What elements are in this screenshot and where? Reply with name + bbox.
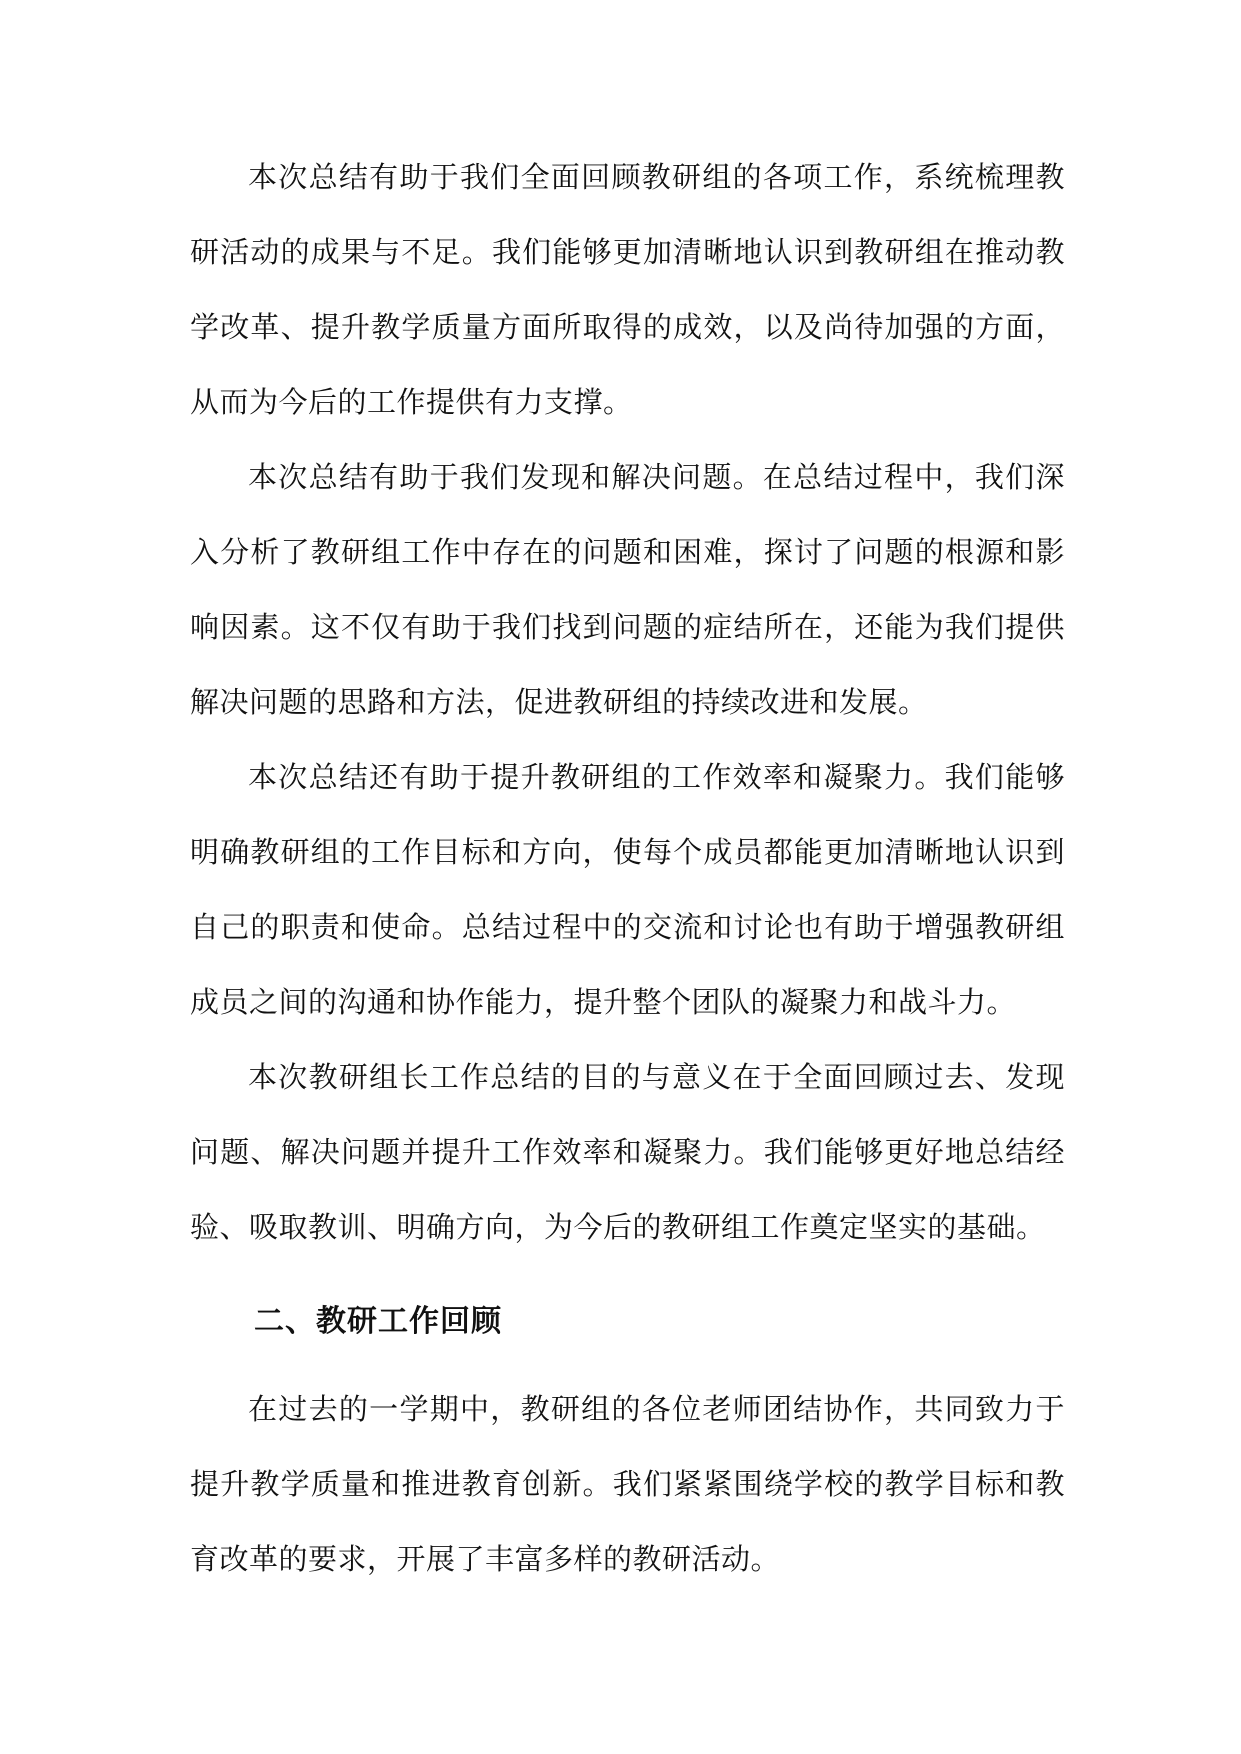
paragraph: 本次总结有助于我们全面回顾教研组的各项工作，系统梳理教研活动的成果与不足。我们能够更加清晰地认识到教研组在推动教学改革、提升教学质量方面所取得的成效，以及尚待加强的方面，从而为今后的工作提供有力支撑。 [190,160,1065,419]
document-body [190,140,1065,1597]
paragraph: 本次总结有助于我们发现和解决问题。在总结过程中，我们深入分析了教研组工作中存在的问题和困难，探讨了问题的根源和影响因素。这不仅有助于我们找到问题的症结所在，还能为我们提供解决问题的思路和方法，促进教研组的持续改进和发展。 [190,460,1065,719]
paragraph: 本次总结还有助于提升教研组的工作效率和凝聚力。我们能够明确教研组的工作目标和方向，使每个成员都能更加清晰地认识到自己的职责和使命。总结过程中的交流和讨论也有助于增强教研组成员之间的沟通和协作能力，提升整个团队的凝聚力和战斗力。 [190,760,1065,1019]
paragraph: 在过去的一学期中，教研组的各位老师团结协作，共同致力于提升教学质量和推进教育创新。我们紧紧围绕学校的教学目标和教育改革的要求，开展了丰富多样的教研活动。 [190,1392,1065,1576]
paragraph: 本次教研组长工作总结的目的与意义在于全面回顾过去、发现问题、解决问题并提升工作效率和凝聚力。我们能够更好地总结经验、吸取教训、明确方向，为今后的教研组工作奠定坚实的基础。 [190,1060,1065,1244]
section-heading: 二、教研工作回顾 [254,1304,502,1339]
